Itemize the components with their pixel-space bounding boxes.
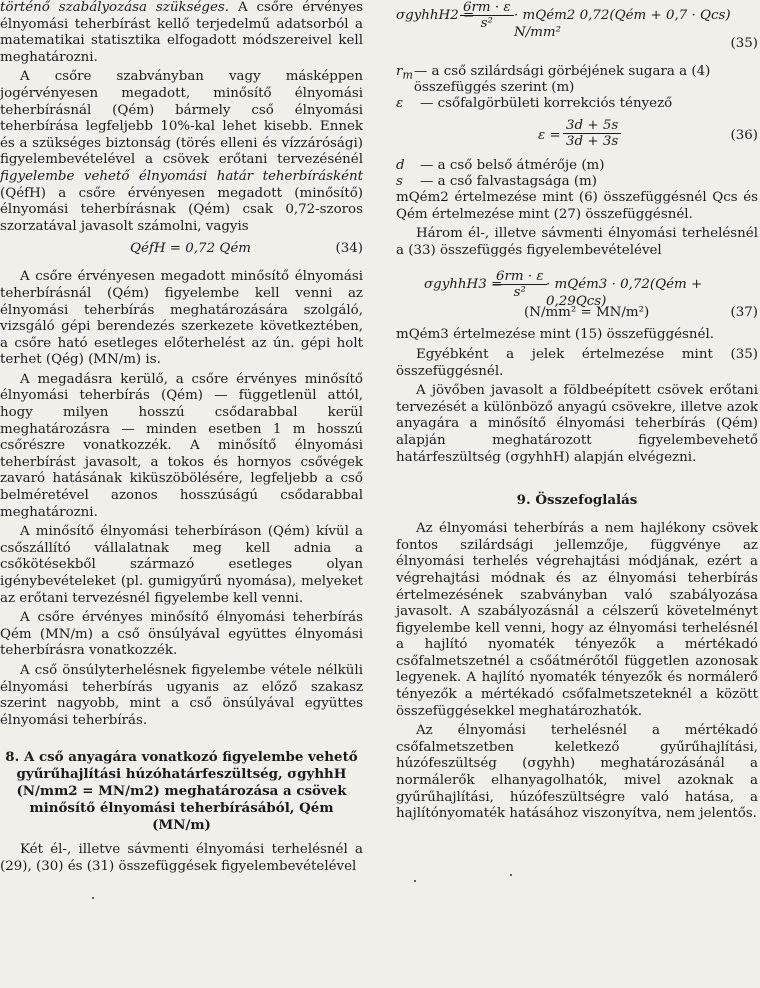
definition-epsilon-text: — csőfalgörbületi korrekciós tényező bbox=[420, 96, 673, 111]
paragraph-summary-2: Az élnyomási terhelésnél a mértékadó csőfalmetszetben keletkező gyűrűhajlítási, húzófeszültség (σgyhh) meghatározásánál a normálerők elhanyagolhatók, mivel azoknak a gyűrűhajlítási, húzófeszültségre való hatása, a hajlítónyomaték hatásához viszonyítva, nem jelentős. bbox=[396, 723, 758, 822]
equation-36-denominator: 3d + 3s bbox=[566, 134, 619, 149]
paragraph-future: A jövőben javasolt a földbeépített csövek erőtani tervezését a különböző anyagú csövekre, illetve azok anyagára a minősítő élnyomási teherbírás (Qém) alapján meghatározott figyelembevehető határfeszültség (σgyhhH) alapján elvégezni. bbox=[396, 383, 758, 465]
paragraph-summary-1: Az élnyomási teherbírás a nem hajlékony csövek fontos szilárdsági jellemzője, függvénye az élnyomási terhelés végrehajtási módjának, ezért a végrehajtási módnak és az élnyomási teherbírás értelmezésének szabványban való szabályozása javasolt. A szabályozásnál a célszerű követelményt figyelembe kell venni, hogy az élnyomási terhelésnél a hajlító nyomaték tényezők a mértékadó csőfalmetszetnél a csőátmérőtől független azonosak legyenek. A hajlító nyomaték tényezők és normálerő tényezők a mértékadó csőfalmetszeteknél a között összefüggésekkel meghatározhatók. bbox=[396, 521, 758, 719]
definition-mq: mQém2 értelmezése mint (6) összefüggésnél Qcs és Qém értelmezése mint (27) összefüggésnél. bbox=[396, 190, 758, 222]
equation-36 bbox=[396, 116, 758, 158]
scan-speck bbox=[510, 874, 512, 876]
equation-34-expression: QéfH = 0,72 Qém bbox=[130, 241, 251, 257]
equation-36-numerator: 3d + 5s bbox=[563, 118, 621, 134]
equation-37-denominator: s² bbox=[513, 285, 526, 301]
equation-37-rhs: · mQém3 · 0,72(Qém + 0,29Qcs) bbox=[546, 277, 703, 309]
equation-35-fraction bbox=[460, 0, 514, 31]
paragraph-self-weight-note: A cső önsúlyterhelésnek figyelembe vétele nélküli élnyomási teherbírás ugyanis az előző szakasz szerint nagyobb, mint a cső önsúlyával együttes élnyomási teherbírás. bbox=[0, 662, 363, 728]
equation-35-denominator: s² bbox=[480, 16, 493, 31]
section-8-title: 8. A cső anyagára vonatkozó figyelembe vehető gyűrűhajlítási húzóhatárfeszültség, σgyhhH (N/mm2 = MN/m2) meghatározása a csövek minősítő élnyomási teherbírásából, Qém (MN/m) bbox=[5, 749, 358, 834]
qualifying-load-text: A csőre szabványban vagy másképpen jogérvényesen megadott, minősítő élnyomási teherbírásnál (Qém) bármely cső élnyomási teherbírása legfeljebb 10%-kal lehet kisebb. Ennek és a szükséges biztonság (törés elleni és vízzárósági) figyelembevételével a csövek erőtani tervezésénél bbox=[0, 69, 363, 168]
paragraph-self-weight: A csőre érvényes minősítő élnyomási teherbírás Qém (MN/m) a cső önsúlyával együttes élnyomási teherbírásra vonatkozzék. bbox=[0, 610, 363, 659]
equation-35-number: (35) bbox=[730, 36, 758, 51]
section-9-title: 9. Összefoglalás bbox=[516, 492, 638, 509]
intro-italic: történő szabályozása szükséges. bbox=[0, 0, 230, 15]
paragraph-else: Egyébként a jelek értelmezése mint (35) összefüggésnél. bbox=[396, 346, 758, 379]
definition-d: d — a cső belső átmérője (m) bbox=[396, 158, 605, 173]
definition-mq3: mQém3 értelmezése mint (15) összefüggésnél. bbox=[396, 327, 715, 343]
paragraph-three-edge: Három él-, illetve sávmenti élnyomási terhelésnél a (33) összefüggés figyelembevételével bbox=[396, 226, 758, 258]
equation-37-number: (37) bbox=[730, 305, 758, 321]
equation-37-units: (N/mm² = MN/m²) bbox=[524, 305, 650, 321]
equation-34 bbox=[0, 241, 363, 263]
equation-35-rhs: · mQém2 0,72(Qém + 0,7 · Qcs) N/mm² bbox=[514, 8, 731, 40]
paragraph-supplier: A minősítő élnyomási teherbíráson (Qém) kívül a csőszállító vállalatnak meg kell adnia a csőkötésekből származó esetleges olyan igénybevételeket (pl. gumigyűrű nyomása), melyeket az erőtani tervezésnél figyelembe kell venni. bbox=[0, 524, 363, 606]
definition-rm-text: — a cső szilárdsági görbéjének sugara a (4) összefüggés szerint (m) bbox=[413, 64, 711, 95]
paragraph-qualifying-load bbox=[0, 69, 363, 235]
paragraph-intro bbox=[0, 0, 363, 66]
paragraph-dead-load: A csőre érvényesen megadott minősítő élnyomási teherbírásnál (Qém) figyelembe kell venni az élnyomási teherbírás meghatározására szolgáló, vizsgáló gépi berendezés szerkezete következtében, a csőre ható esetleges előterhelést az ún. gépi holt terhet (Qég) (MN/m) is. bbox=[0, 269, 363, 368]
intro-rest: A csőre érvényes élnyomási teherbírást kellő terjedelmű adatsorból a matematikai statisztika elfogadott módszereivel kell meghatározni. bbox=[0, 0, 363, 65]
equation-37-lhs: σgyhhH3 = bbox=[424, 277, 503, 293]
paragraph-two-edge: Két él-, illetve sávmenti élnyomási terhelésnél a (29), (30) és (31) összefüggések figyelembevételével bbox=[0, 842, 363, 874]
equation-36-fraction bbox=[563, 118, 621, 149]
equation-34-number: (34) bbox=[335, 241, 363, 257]
equation-37-fraction bbox=[493, 269, 547, 300]
equation-37 bbox=[396, 269, 758, 327]
paragraph-pipe-length: A megadásra kerülő, a csőre érvényes minősítő élnyomási teherbírás (Qém) — függetlenül attól, hogy milyen hosszú csődarabbal kerül meghatározásra — minden esetben 1 m hosszú csőrészre vonatkozzék. A minősítő élnyomási teherbírást javasolt, a tokos és hornyos csővégek zavaró hatásának kiküszöbölésére, legfeljebb a cső belméretével azonos hosszúságú csődarabbal meghatározni. bbox=[0, 371, 363, 520]
left-column bbox=[0, 0, 363, 879]
definition-d-text: — a cső belső átmérője (m) bbox=[420, 158, 605, 173]
equation-35-numerator: 6rm · ε bbox=[460, 0, 514, 16]
scan-speck bbox=[92, 897, 94, 899]
scan-speck bbox=[414, 880, 416, 882]
definition-s: s — a cső falvastagsága (m) bbox=[396, 174, 597, 189]
equation-35-lhs: σgyhhH2 = bbox=[396, 8, 475, 23]
equation-36-lhs: ε = bbox=[538, 128, 561, 143]
definition-epsilon: ε — csőfalgörbületi korrekciós tényező bbox=[396, 96, 673, 111]
definition-s-text: — a cső falvastagsága (m) bbox=[420, 174, 597, 189]
qualifying-load-tail: (QéfH) a csőre érvényesen megadott (minősítő) élnyomási teherbírásnak (Qém) csak 0,72-szoros szorzatával javasolt számolni, vagyis bbox=[0, 185, 363, 234]
equation-37-numerator: 6rm · ε bbox=[493, 269, 547, 285]
equation-35 bbox=[396, 0, 758, 52]
equation-36-number: (36) bbox=[730, 128, 758, 143]
right-column bbox=[396, 0, 758, 826]
definition-rm: $r_m$ — a cső szilárdsági görbéjének sugara a (4) összefüggés szerint (m) bbox=[396, 64, 758, 96]
qualifying-load-italic: figyelembe vehető élnyomási határ teherbírásként bbox=[0, 168, 363, 184]
